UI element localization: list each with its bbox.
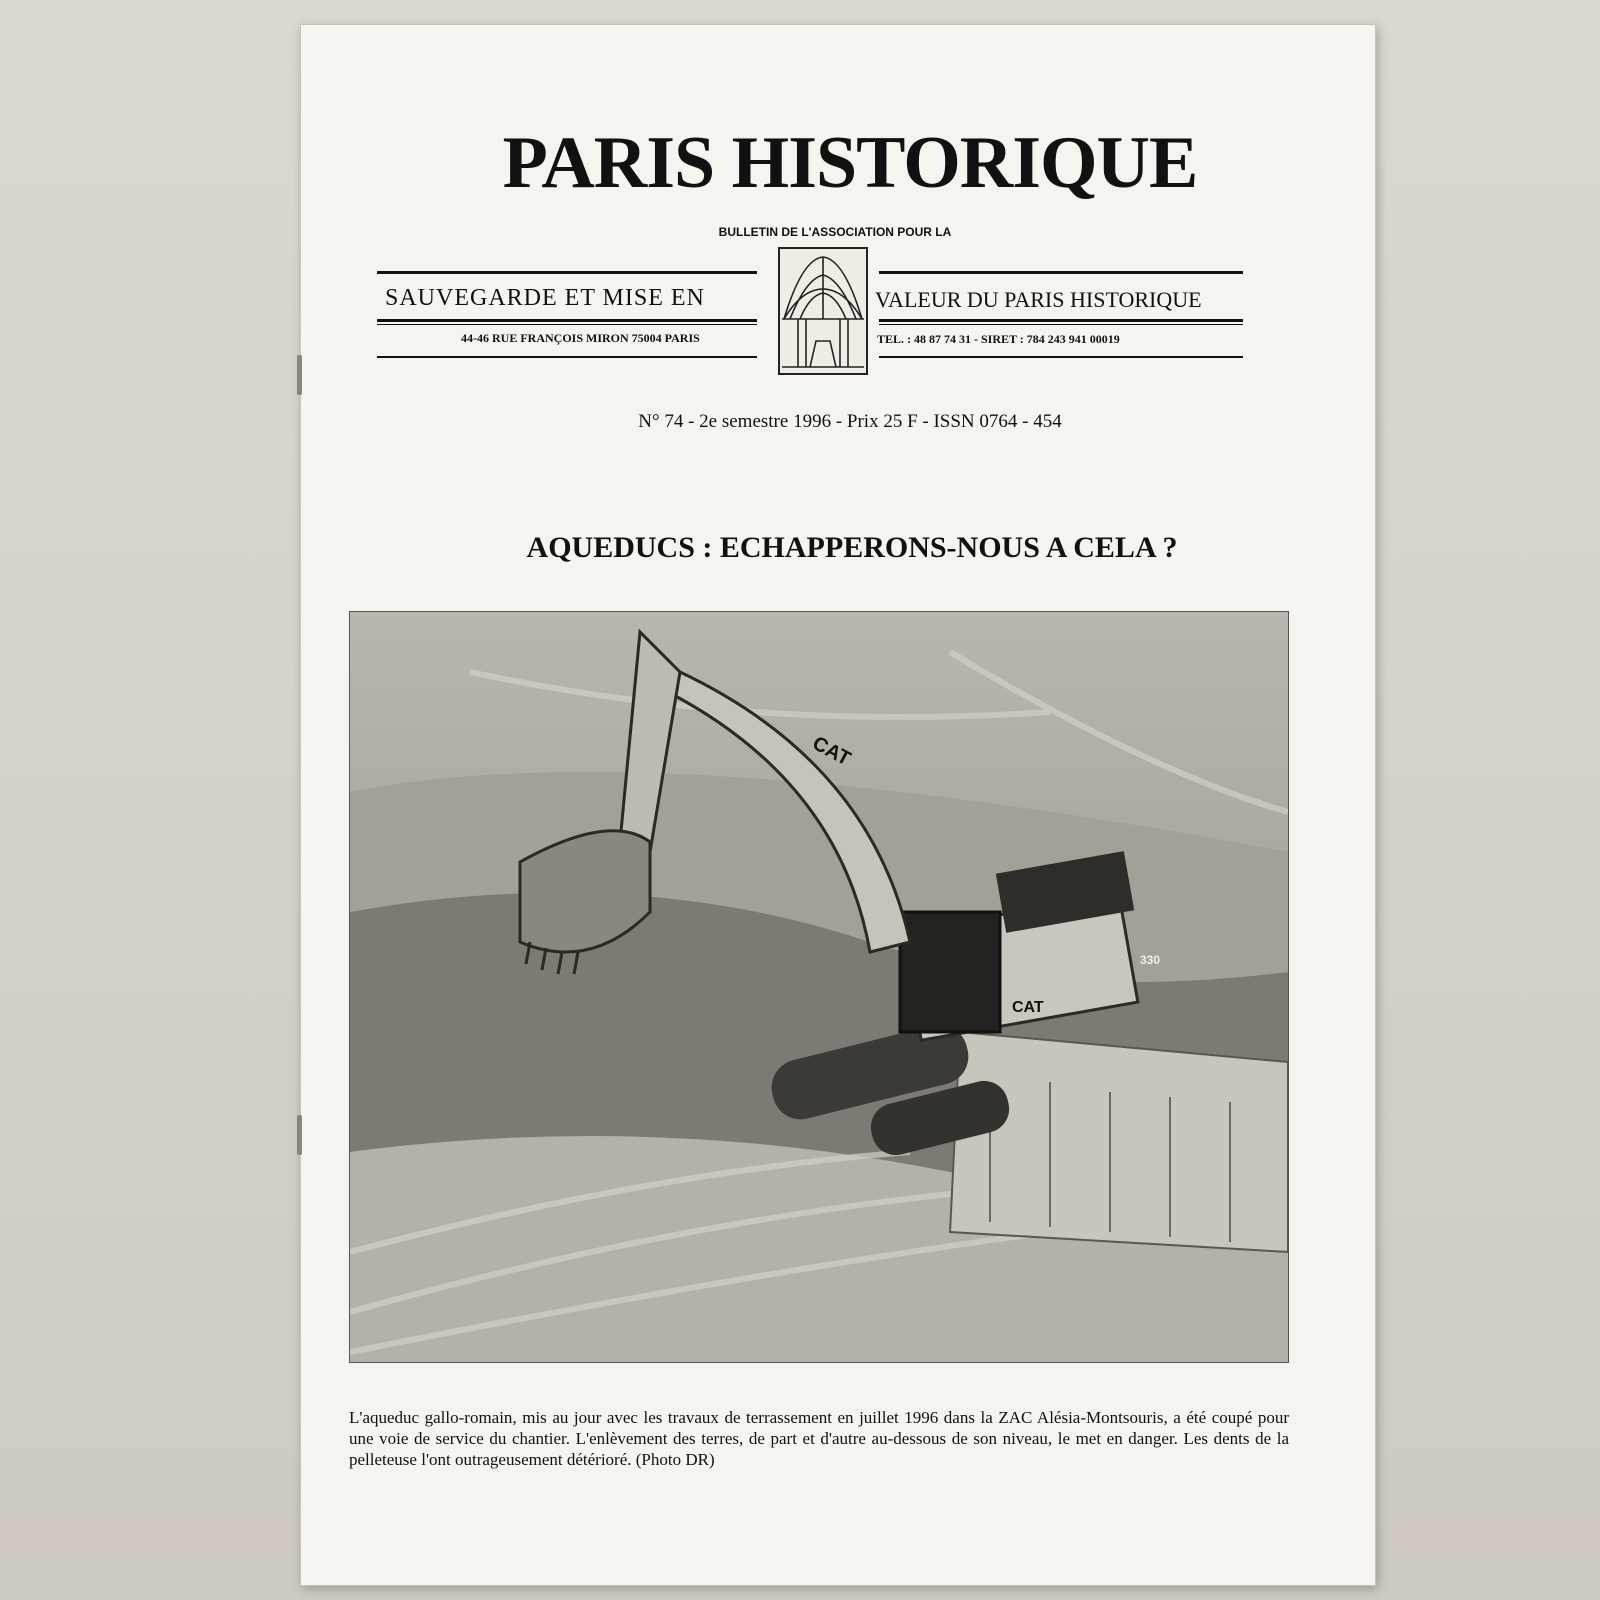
rule-right-mid1 xyxy=(879,319,1243,322)
address-text: 44-46 RUE FRANÇOIS MIRON 75004 PARIS xyxy=(461,331,700,345)
article-headline: AQUEDUCS : ECHAPPERONS-NOUS A CELA ? xyxy=(526,531,1178,564)
excavator-photo xyxy=(349,611,1289,1363)
rule-left-mid1 xyxy=(377,319,757,322)
body-marking: CAT xyxy=(1012,999,1044,1016)
model-marking: 330 xyxy=(1140,953,1161,967)
banner-right-text: VALEUR DU PARIS HISTORIQUE xyxy=(875,287,1202,312)
bulletin-subtitle: BULLETIN DE L'ASSOCIATION POUR LA xyxy=(718,225,952,239)
photo-caption: L'aqueduc gallo-romain, mis au jour avec les travaux de terrassement en juillet 1996 dans la ZAC Alésia-Montsouris, a été coupé pour une voie de service du chantier. L'enlèvement des terres, de part et d'autre au-dessous de son niveau, le met en danger. Les dents de la pelleteuse l'ont outrageusement détérioré. (Photo DR) xyxy=(349,1408,1289,1469)
rule-left-top xyxy=(377,271,757,274)
contact-text: TEL. : 48 87 74 31 - SIRET : 784 243 941 00019 xyxy=(877,332,1120,346)
bulletin-cover-page xyxy=(300,24,1376,1586)
masthead-title: PARIS HISTORIQUE xyxy=(502,122,1198,204)
staple-bottom xyxy=(297,1115,302,1155)
rule-left-bottom xyxy=(377,356,757,358)
vaulted-hall-emblem xyxy=(778,247,868,375)
rule-right-top xyxy=(879,271,1243,274)
boom-marking: CAT xyxy=(808,732,855,771)
banner-left-text: SAUVEGARDE ET MISE EN xyxy=(385,285,705,311)
rule-right-bottom xyxy=(879,356,1243,358)
issue-line: N° 74 - 2e semestre 1996 - Prix 25 F - ISSN 0764 - 454 xyxy=(638,411,1062,432)
rule-right-mid2 xyxy=(879,324,1243,325)
staple-top xyxy=(297,355,302,395)
rule-left-mid2 xyxy=(377,324,757,325)
